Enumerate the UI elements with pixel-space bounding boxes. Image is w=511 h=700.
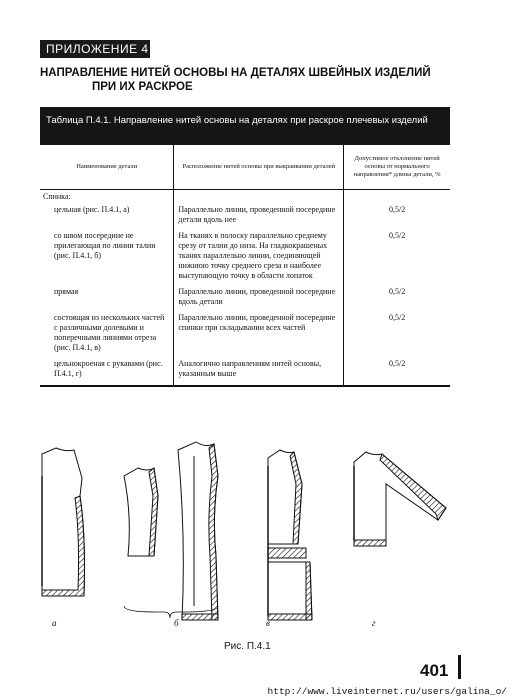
row-tolerance: 0,5/2: [344, 356, 450, 386]
pattern-back-sleeve: [354, 452, 446, 546]
row-part: цельная (рис. П.4.1, а): [54, 205, 130, 214]
row-part: цельнокроеная с рукавами (рис. П.4.1, г): [40, 356, 174, 386]
row-direction: Параллельно линии, проведенной посередине вдоль детали: [174, 284, 344, 310]
table-caption: Таблица П.4.1. Направление нитей основы на деталях при раскрое плечевых изделий: [40, 107, 450, 145]
row-direction: Параллельно линии, проведенной посередине спинки при складывании всех частей: [174, 310, 344, 356]
figure-label-b: б: [174, 618, 179, 628]
row-part: состоящая из нескольких частей с различными долевыми и поперечными линиями отреза (рис. П.4.1, в): [54, 313, 165, 352]
table-row: [40, 202, 450, 228]
pattern-back-parts: [268, 450, 312, 620]
row-part: прямая: [54, 287, 79, 296]
header-direction: Расположение нитей основы при выкраивании деталей: [174, 145, 344, 190]
page-title: [40, 66, 470, 94]
row-direction: Параллельно линии, проведенной посередине детали вдоль нее: [174, 202, 344, 228]
page-number: 401: [420, 661, 449, 680]
section-label: Спинка:: [43, 192, 71, 201]
figure-label-g: г: [372, 618, 376, 628]
table-section-row: [40, 190, 450, 203]
table-header-row: [40, 145, 450, 190]
pattern-figure: [36, 436, 456, 632]
page-marker-bar: [458, 655, 461, 679]
direction-table: [40, 145, 450, 387]
row-tolerance: 0,5/2: [344, 228, 450, 284]
source-url[interactable]: http://www.liveinternet.ru/users/galina_o/: [267, 686, 507, 697]
row-direction: Аналогично направлениям нитей основы, указанным выше: [174, 356, 344, 386]
row-direction: На тканях в полоску параллельно среднему срезу от талии до низа. На гладкокрашеных тканях параллельно линии, соединяющей нижнюю точку среднего среза и наиболее выступающую точку в области лопаток: [174, 228, 344, 284]
table-row: [40, 284, 450, 310]
row-tolerance: 0,5/2: [344, 202, 450, 228]
figure-label-a: а: [52, 618, 57, 628]
header-part: Наименование детали: [40, 145, 174, 190]
table-row: [40, 356, 450, 386]
row-tolerance: 0,5/2: [344, 284, 450, 310]
row-tolerance: 0,5/2: [344, 310, 450, 356]
pattern-back-seam: [124, 442, 218, 620]
title-line-2: ПРИ ИХ РАСКРОЕ: [92, 81, 193, 93]
figure-label-v: в: [266, 618, 270, 628]
table-row: [40, 310, 450, 356]
figure-caption: Рис. П.4.1: [224, 641, 271, 652]
row-part: со швом посередине не прилегающая по линии талии (рис. П.4.1, б): [54, 231, 156, 260]
table-row: [40, 228, 450, 284]
pattern-back-whole: [42, 448, 85, 596]
appendix-label: ПРИЛОЖЕНИЕ 4: [40, 40, 150, 58]
title-line-1: НАПРАВЛЕНИЕ НИТЕЙ ОСНОВЫ НА ДЕТАЛЯХ ШВЕЙНЫХ ИЗДЕЛИЙ: [40, 67, 431, 79]
header-tolerance: Допустимое отклонение нитей основы от нормального направления* длины детали, %: [344, 145, 450, 190]
